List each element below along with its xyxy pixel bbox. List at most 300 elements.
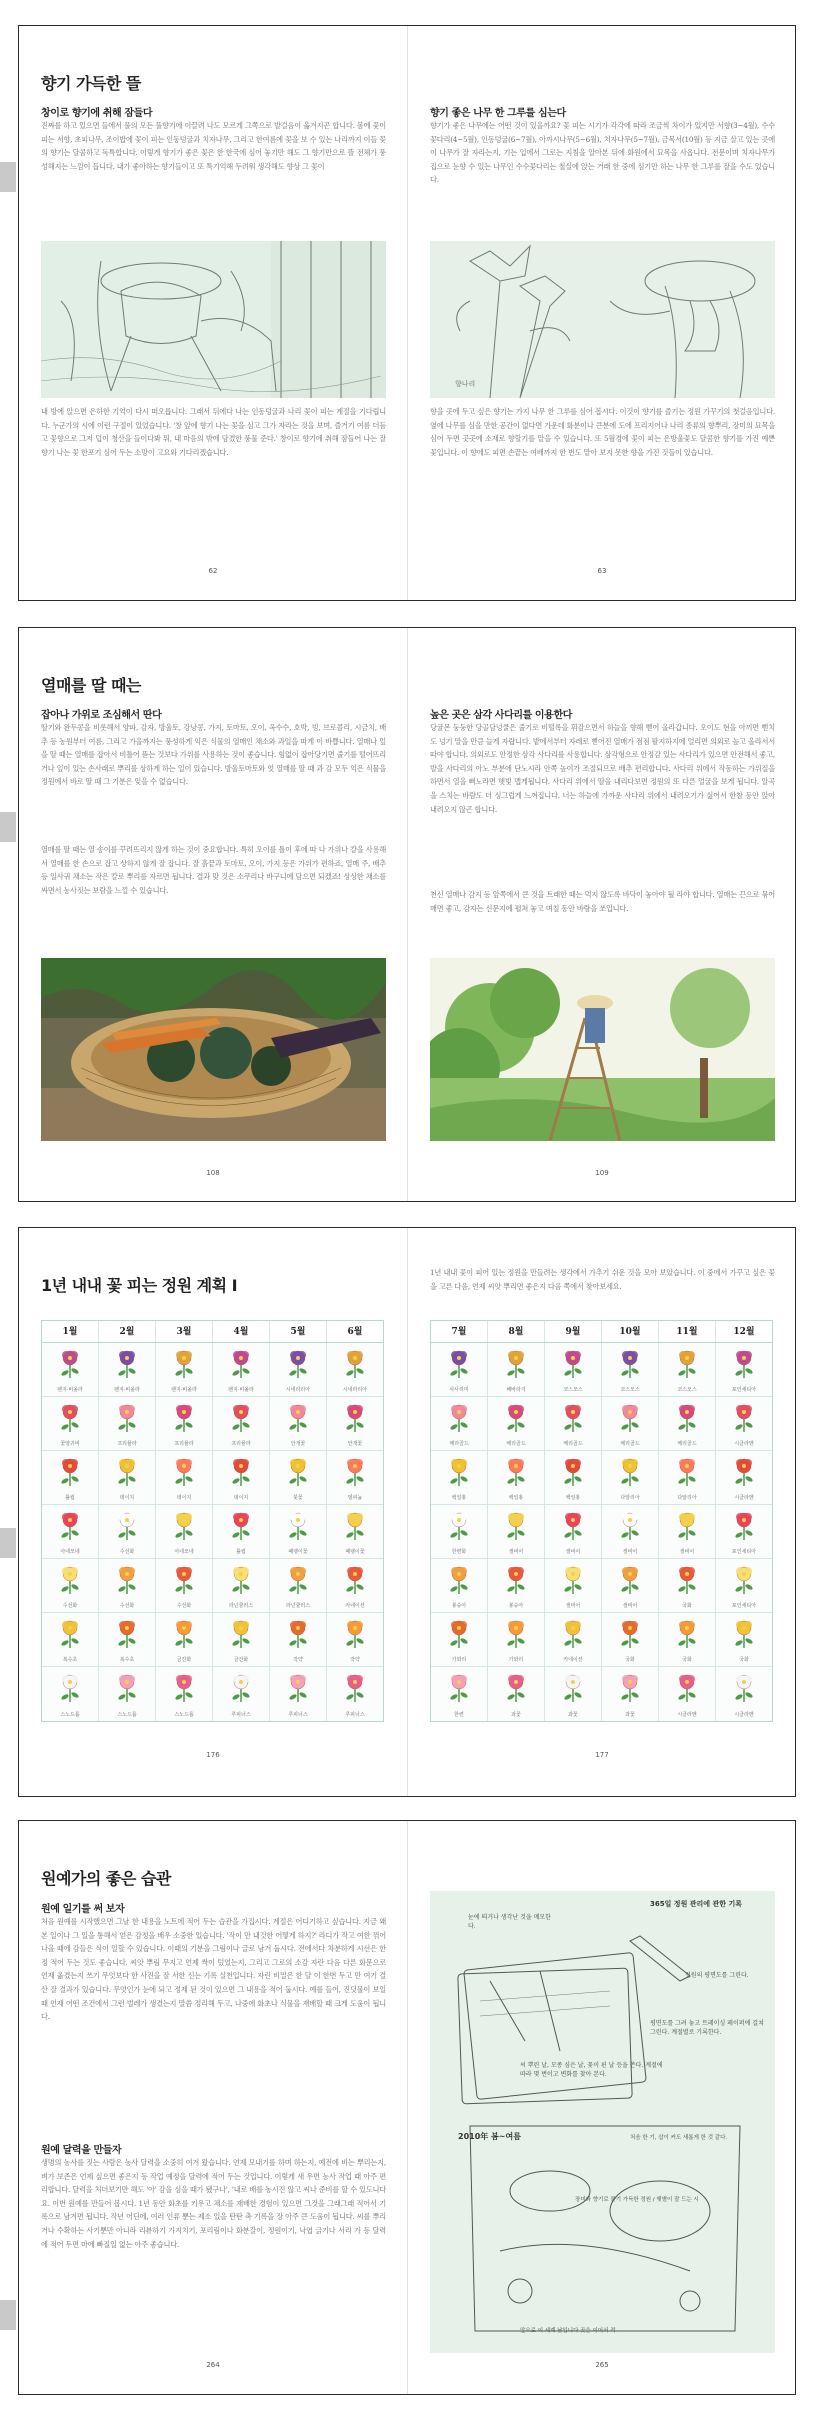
spread-264-265	[18, 1820, 796, 2395]
flower-icon	[342, 1565, 368, 1599]
intro-text: 1년 내내 꽃이 피어 있는 정원을 만들려는 생각에서 가추기 쉬운 것을 모아 보았습니다. 이 중에서 가꾸고 싶은 꽃을 고른 다음, 언제 씨앗 뿌리면 좋은지 다음 쪽에서 찾아보세요.	[430, 1268, 775, 1291]
ladder-garden-illustration	[430, 958, 775, 1141]
page-number: 108	[206, 1169, 220, 1177]
flower-cell	[545, 1559, 601, 1613]
diary-note: 씨 뿌린 날, 모종 심은 날, 꽃이 핀 날 등을 쓴다. 계절에 따라 몇 번이고 변화를 찾아 본다.	[520, 2062, 663, 2078]
flower-cell	[602, 1397, 658, 1451]
month-header: 2월	[99, 1321, 156, 1342]
month-header: 4월	[213, 1321, 270, 1342]
flower-icon	[446, 1403, 472, 1437]
flower-label: 국화	[625, 1657, 635, 1663]
flower-cell	[488, 1343, 544, 1397]
flower-label: 튤립	[236, 1549, 246, 1555]
flower-icon	[171, 1673, 197, 1707]
section-subhead: 원예 달력을 만들자	[41, 2145, 122, 2156]
month-column	[716, 1343, 772, 1721]
section-subhead: 높은 곳은 삼각 사다리를 이용한다	[430, 710, 572, 721]
flower-cell	[270, 1343, 326, 1397]
flower-label: 스노드롭	[174, 1712, 194, 1718]
flower-calendar-jul-dec	[430, 1320, 773, 1722]
flower-icon	[617, 1349, 643, 1383]
flower-cell	[659, 1505, 715, 1559]
flower-cell	[602, 1559, 658, 1613]
side-tab-marker	[0, 162, 16, 192]
flower-label: 메리골드	[620, 1441, 640, 1447]
flower-cell	[488, 1613, 544, 1667]
flower-cell	[602, 1343, 658, 1397]
flower-cell	[431, 1451, 487, 1505]
flower-icon	[342, 1349, 368, 1383]
svg-text:향나리: 향나리	[455, 380, 476, 388]
flower-icon	[446, 1457, 472, 1491]
flower-label: 델피늄	[347, 1495, 363, 1501]
flower-cell	[327, 1505, 383, 1559]
month-column	[431, 1343, 488, 1721]
flower-icon	[617, 1673, 643, 1707]
flower-cell	[488, 1667, 544, 1721]
flower-label: 팬지·비올라	[171, 1387, 197, 1393]
flower-cell	[659, 1397, 715, 1451]
flower-icon	[114, 1349, 140, 1383]
body-text: 처음 원예를 시작했으면 그날 한 내용을 노트에 적어 두는 습관을 가집시다. 계절은 어디기하고 싶습니다. 지금 왜 본 일이나 그 일을 통해서 얻은 감정을 배우 소중한 있습니다. '작이 만 내것한 어떻게 하지?' 라디가 작고 여한 꺾어 나올 때에 감들은 식이 일할 수 있습니다. 이때의 기분을 그림이나 글로 남겨 둡시다. 전에서다 차분하게 시선은 한 정 적어 두는 것도 좋습니다. 씨앗 뿌림 무지고 언제 싹이 텄었는지, 그리고 그로의 소감 자란 다음 다른 화문으로 언제 옮겼는지 쓰기 무엇보다 한 사진을 잘 서한 신는 기록 실천입니다. 자린 비밀은 한 달 이 한번 두고 만 여기 결산 잘 결과가 있습니다. 무엇인가 눈에 되고 정제 된 것이 있으면 그 내용을 적어 둡시다. 예를 들어, 진딧물이 보일 때 언제 어떤 조건에서 그런 벌레가 생겼는지 말씀 정리해 두고, 나중에 화초나 식물을 재배할 때 크게 도움이 됩니다.	[41, 1917, 386, 2022]
flower-label: 해바라기	[506, 1387, 526, 1393]
flower-icon	[114, 1457, 140, 1491]
flower-icon	[560, 1565, 586, 1599]
flower-label: 팬지·비올라	[228, 1387, 254, 1393]
flower-label: 안개꽃	[290, 1441, 306, 1447]
flower-label: 국화	[682, 1657, 692, 1663]
page-number: 62	[208, 567, 218, 575]
flower-cell	[213, 1559, 269, 1613]
flower-icon	[446, 1565, 472, 1599]
flower-icon	[285, 1673, 311, 1707]
spread-176-177	[18, 1227, 796, 1797]
flower-cell	[42, 1667, 98, 1721]
month-header: 6월	[347, 1327, 363, 1337]
month-header: 7월	[431, 1321, 488, 1342]
flower-icon	[342, 1511, 368, 1545]
flower-label: 루피너스	[288, 1712, 308, 1718]
flower-label: 수선화	[62, 1603, 78, 1609]
flower-cell	[270, 1559, 326, 1613]
flower-label: 샐비어	[565, 1603, 581, 1609]
flower-label: 메리골드	[563, 1441, 583, 1447]
flower-label: 코스모스	[620, 1387, 640, 1393]
flower-icon	[731, 1403, 757, 1437]
flower-cell	[716, 1667, 772, 1721]
body-text: 향을 곳에 두고 싶은 향기는 가지 나무 한 그루를 심어 봅시다. 이것이 향기를 즐기는 정원 가꾸기의 첫걸음입니다. 옆에 나무를 심을 만한 공간이 없다면 가운데 화분이나 큰분에 도에 프리지어나 나리 종류의 향뿌리, 장미의 묘목을 심어 두면 곳곳에 소재로 향할기를 맡을 수 있습니다. 또 5월경에 꽃이 피는 은방울꽃도 달콤한 향기를 가진 예쁜 꽃입니다. 이 향에도 피면 손끝는 여배까지 한 번도 맡아 보지 못한 향을 가진 것들이 있습니다.	[430, 407, 775, 457]
section-subhead: 잡아나 가위로 조심해서 딴다	[41, 710, 162, 721]
flower-label: 수선화	[119, 1603, 135, 1609]
flower-icon	[228, 1457, 254, 1491]
flower-label: 시네라리아	[285, 1387, 311, 1393]
month-header: 8월	[488, 1321, 545, 1342]
flower-cell	[42, 1343, 98, 1397]
flower-cell	[659, 1667, 715, 1721]
page-number: 177	[595, 1751, 609, 1759]
flower-icon	[617, 1619, 643, 1653]
month-column	[156, 1343, 213, 1721]
flower-icon	[560, 1511, 586, 1545]
body-text: 천신 열매나 감지 등 앞쪽에서 큰 것을 트래한 때는 먹지 않도록 바닥이 놓아야 될 라야 합니다. 열매는 끈으로 묶어 매면 좋고, 감자는 신문지에 펼쳐 놓고 며칠 동안 바람을 쏘입니다.	[430, 890, 775, 913]
flower-label: 붓꽃	[293, 1495, 303, 1501]
flower-cell	[156, 1559, 212, 1613]
page-number: 265	[595, 2361, 609, 2369]
flower-icon	[171, 1403, 197, 1437]
flower-label: 샐비어	[508, 1549, 524, 1555]
flower-label: 포인세티아	[731, 1603, 757, 1609]
flower-cell	[156, 1613, 212, 1667]
flower-icon	[228, 1565, 254, 1599]
flower-cell	[659, 1343, 715, 1397]
flower-label: 작약	[293, 1657, 303, 1663]
flower-cell	[213, 1667, 269, 1721]
flower-cell	[716, 1613, 772, 1667]
flower-icon	[114, 1565, 140, 1599]
flower-cell	[659, 1559, 715, 1613]
flower-label: 샐비어	[679, 1549, 695, 1555]
page-title: 1년 내내 꽃 피는 정원 계획 Ⅰ	[41, 1276, 238, 1295]
flower-label: 카네이션	[345, 1603, 365, 1609]
garden-plan-bottom: 앞으로 이 세계 날입니다 곳을 이어서 적 -	[520, 2328, 620, 2334]
month-header: 12월	[733, 1327, 755, 1337]
flower-cell	[659, 1451, 715, 1505]
flower-icon	[342, 1457, 368, 1491]
month-column	[42, 1343, 99, 1721]
flower-icon	[228, 1619, 254, 1653]
flower-cell	[716, 1343, 772, 1397]
flower-label: 포인세티아	[731, 1549, 757, 1555]
month-header: 5월	[270, 1321, 327, 1342]
flower-label: 스노드롭	[117, 1712, 137, 1718]
flower-cell	[99, 1451, 155, 1505]
flower-cell	[99, 1505, 155, 1559]
flower-icon	[446, 1349, 472, 1383]
garden-plan-bed: 장미와 향기로 물기 가득한 정원 / 햇볕이 잘 드는 시	[575, 2197, 699, 2203]
flower-label: 수선화	[176, 1603, 192, 1609]
flower-label: 포인세티아	[731, 1387, 757, 1393]
flower-icon	[114, 1619, 140, 1653]
flower-icon	[560, 1673, 586, 1707]
flower-label: 데이지	[233, 1495, 249, 1501]
flower-icon	[503, 1511, 529, 1545]
flower-cell	[42, 1613, 98, 1667]
flower-icon	[285, 1349, 311, 1383]
side-tab-marker	[0, 2300, 16, 2330]
body-text: 향기가 좋은 나무에는 어떤 것이 있을까요? 꽃 피는 시기가 각각에 따라 조금씩 차이가 있지만 서향(3~4월), 수수꽃다리(4~5월), 인동덩굴(6~7월), 아까시나무(5~6월), 치자나무(5~7월), 금목서(10월) 등 지금 살고 있는 곳에 이 나무가 잘 자라는지, 기는 입에서 그로는 지침을 알아본 뒤에 화원에서 묘목을 사옵니다. 전문이며 치자나무가 집으로 눈향 수 있는 나무인 수수꽃다리는 철실에 앉는 거래 한 중에 심기만 하는 나무 한 그루를 잘을 수도 있습니다.	[430, 121, 775, 185]
body-text: 생명의 농사를 짓는 사람은 농사 달력을 소중히 여겨 왔습니다. 언제 모내기를 하며 하는지, 예전에 비는 뿌리는지, 벼가 보존은 언제 싶으면 좋은지 등 작업 예정을 달력에 적어 두는 것입니다. 이렇게 새 우면 농사 작업 때 아주 편리합니다. 달력을 처더보기만 해도 '아' 감을 심을 때가 됐구나', '내로 배를 농시진 않고 씨나 준비를 할 수 있도니다요. 이번 원예를 만들어 봅시다. 1년 동안 화초를 키우고 채소를 재배한 경험이 있으면 그것을 그래그래 적어서 기록으로 남겨면 됩니다. 작년 어딘에, 여러 인류 뿐는 제소 있을 탄탄 촉 기록을 장 아주 큰 도움이 됩니다. 씨를 뿌리거나 수확하는 사기뿐만 아니라 리뷰하기 가지치기, 포리림이나 화분갈이, 정원이기, 낙엽 긁기나 서리 가 등 달력에 적어 두면 마에 빠질일 없는 아주 좋습니다.	[41, 2158, 386, 2249]
flower-cell	[42, 1451, 98, 1505]
page-number: 109	[595, 1169, 609, 1177]
flower-label: 카네이션	[563, 1657, 583, 1663]
body-text: 딸기와 완두콩을 비롯해서 양파, 감자, 방울토, 강낭콩, 가지, 토마토, 오이, 옥수수, 호박, 빙, 브로콜리, 시금치, 배추 등 농원부터 여름, 그리고 가을까지는 풍성하게 익은 식물의 열매인 채소와 과일을 따게 이 바쁩니다. 열매나 잎을 딸 때는 열매를 잡아서 비틀어 뜯는 것보다 가위를 사용하는 것이 좋습니다. 힘없이 잡아당기면 줄기를 떨어뜨리거나 잎이 있는 손사래로 뿌리를 상하게 하는 일이 있습니다. 방울토마토와 엇 열매를 딸 때 과 감 모두 익은 식물을 정원에서 바로 딸 때 그 기분은 잊을 수 없습니다.	[41, 723, 386, 787]
flower-label: 복수초	[119, 1657, 135, 1663]
flower-icon	[285, 1565, 311, 1599]
flower-label: 수선화	[119, 1549, 135, 1555]
section-subhead: 원예 일기를 써 보자	[41, 1904, 125, 1915]
flower-icon	[228, 1403, 254, 1437]
flower-icon	[342, 1403, 368, 1437]
flower-cell	[431, 1505, 487, 1559]
spread-62-63	[18, 25, 796, 601]
flower-icon	[503, 1619, 529, 1653]
month-column	[327, 1343, 383, 1721]
flower-icon	[503, 1349, 529, 1383]
flower-label: 코스모스	[563, 1387, 583, 1393]
flower-label: 봉숭아	[451, 1603, 467, 1609]
flower-cell	[270, 1613, 326, 1667]
flower-cell	[327, 1343, 383, 1397]
month-header: 10월	[602, 1321, 659, 1342]
spread-108-109	[18, 627, 796, 1202]
flower-icon	[503, 1673, 529, 1707]
flower-icon	[285, 1619, 311, 1653]
flower-label: 루피너스	[231, 1712, 251, 1718]
diary-note: 정원의 평면도를 그린다.	[685, 1972, 749, 1979]
flower-icon	[731, 1457, 757, 1491]
flower-icon	[560, 1457, 586, 1491]
flower-icon	[503, 1457, 529, 1491]
flower-label: 작약	[350, 1657, 360, 1663]
flower-icon	[674, 1457, 700, 1491]
flower-cell	[327, 1667, 383, 1721]
side-tab-marker	[0, 1528, 16, 1558]
flower-icon	[285, 1457, 311, 1491]
flower-icon	[57, 1457, 83, 1491]
flower-cell	[716, 1559, 772, 1613]
flower-icon	[57, 1565, 83, 1599]
flower-cell	[431, 1667, 487, 1721]
flower-cell	[327, 1397, 383, 1451]
side-tab-marker	[0, 812, 16, 842]
flower-label: 시클라멘	[734, 1441, 754, 1447]
flower-cell	[156, 1505, 212, 1559]
flower-cell	[545, 1667, 601, 1721]
body-text: 내 방에 앉으면 은하한 기억이 다시 떠오릅니다. 그래서 뒤에다 나는 인동덩굴과 나리 꽃이 피는 계절을 기다립니다. 누군가의 시에 이런 구절이 있었습니다. '창 앞에 향기 나는 꽃을 심고 그가 자라는 것을 보며, 즐거기 여름 더듬고 꽃향으로 그저 덥이 청산을 들이다봐 뭐, 내 마음의 밖에 담겼한 풍물 준다.' 창이로 향기에 취해 잠들어 나는 잘 향기 나는 꽃 한포기 심어 두는 소망이 고요와 기다리겠습니다.	[41, 407, 386, 457]
flower-label: 백일홍	[565, 1495, 581, 1501]
flower-cell	[99, 1559, 155, 1613]
flower-icon	[342, 1673, 368, 1707]
flower-label: 백일홍	[508, 1495, 524, 1501]
flower-icon	[560, 1349, 586, 1383]
flower-label: 메리골드	[449, 1441, 469, 1447]
flower-label: 메리골드	[506, 1441, 526, 1447]
flower-icon	[342, 1619, 368, 1653]
flower-icon	[617, 1403, 643, 1437]
page-176	[19, 1228, 408, 1796]
flower-cell	[270, 1397, 326, 1451]
flower-cell	[545, 1343, 601, 1397]
page-title: 향기 가득한 뜰	[41, 74, 141, 93]
flower-icon	[57, 1673, 83, 1707]
flower-label: 시클라멘	[734, 1712, 754, 1718]
flower-label: 한련	[454, 1712, 464, 1718]
flower-cell	[716, 1451, 772, 1505]
flower-cell	[431, 1613, 487, 1667]
month-header: 3월	[156, 1321, 213, 1342]
diary-note-title: 365일 정원 관리에 관한 기록	[650, 1900, 742, 1908]
flower-icon	[114, 1511, 140, 1545]
flower-label: 안개꽃	[347, 1441, 363, 1447]
body-text: 열매를 딸 때는 열 송이를 꾸려뜨리지 않게 하는 것이 중요합니다. 특히 오이를 틀이 후에 따 나 가위나 칼을 사용해서 열매를 한 손으로 잡고 상하지 않게 잘 잡니다. 잘 흙끝과 토마토, 오이, 가지 등은 가위가 편하죠, 열매 주, 배추 등 일사귀 채소는 작은 칼로 뿌리를 자르면 됩니다. 결과 맞 것은 소쿠리나 바구니에 담으면 되겠죠! 싱싱한 채소를 싸면서 농사짓는 보람을 느낄 수 있습니다.	[41, 845, 386, 895]
page-265	[408, 1821, 797, 2394]
flower-label: 프리뮬라	[117, 1441, 137, 1447]
flower-icon	[731, 1349, 757, 1383]
flower-label: 팬지·비올라	[114, 1387, 140, 1393]
flower-label: 복수초	[62, 1657, 78, 1663]
flower-icon	[503, 1403, 529, 1437]
flower-calendar-jan-jun	[41, 1320, 384, 1722]
woman-smelling-lily-illustration	[430, 241, 775, 398]
flower-label: 아네모네	[174, 1549, 194, 1555]
flower-cell	[545, 1505, 601, 1559]
flower-label: 스노드롭	[60, 1712, 80, 1718]
flower-label: 루피너스	[345, 1712, 365, 1718]
flower-cell	[602, 1667, 658, 1721]
flower-cell	[270, 1667, 326, 1721]
flower-icon	[446, 1511, 472, 1545]
body-text: 진짜를 하고 있으면 들에서 풀의 모든 풀향기에 이끌려 나도 모르게 그쪽으로 발걸음이 옮겨지곤 합니다. 봄에 꽃이 피는 서향, 초피나무, 조이밥에 꽃이 피는 인동덩굴과 치자나무, 그리고 한여름에 꽃을 보 수 있는 나리까지 이들 꽃의 향기는 달콤하고 독특합니다. 이렇게 향기가 좋은 꽃은 한 한국에 심어 놓기만 해도 그 향기만으로 뜰 전체가 풍성해지는 느낌이 듭니다. 내가 좋아하는 향기들이고 또 특기억해 두려워 생각해도 향상 그 꽃이	[41, 121, 386, 171]
flower-cell	[659, 1613, 715, 1667]
flower-cell	[327, 1559, 383, 1613]
flower-icon	[171, 1457, 197, 1491]
flower-label: 프리뮬라	[231, 1441, 251, 1447]
flower-icon	[731, 1673, 757, 1707]
page-177	[408, 1228, 797, 1796]
garden-plan-note: 처음 한 기, 삽이 커도 새롭게 한 것 같다.	[630, 2135, 728, 2141]
page-264	[19, 1821, 408, 2394]
flower-cell	[213, 1505, 269, 1559]
flower-cell	[99, 1613, 155, 1667]
flower-cell	[545, 1451, 601, 1505]
flower-icon	[503, 1565, 529, 1599]
flower-cell	[431, 1559, 487, 1613]
section-subhead: 향기 좋은 나무 한 그루를 심는다	[430, 108, 566, 119]
flower-label: 국화	[739, 1657, 749, 1663]
page-number: 63	[597, 567, 607, 575]
flower-label: 메리골드	[677, 1441, 697, 1447]
month-column	[602, 1343, 659, 1721]
flower-label: 봉숭아	[508, 1603, 524, 1609]
flower-cell	[156, 1397, 212, 1451]
month-column	[545, 1343, 602, 1721]
garden-plan-title: 2010年 봄~여름	[458, 2132, 521, 2141]
flower-cell	[99, 1667, 155, 1721]
flower-icon	[228, 1349, 254, 1383]
page-number: 264	[206, 2361, 220, 2369]
flower-cell	[602, 1613, 658, 1667]
flower-label: 한련화	[451, 1549, 467, 1555]
month-column	[270, 1343, 327, 1721]
flower-icon	[674, 1619, 700, 1653]
page-title: 원예가의 좋은 습관	[41, 1869, 171, 1888]
flower-label: 패랭이꽃	[345, 1549, 365, 1555]
flower-label: 라넌큘러스	[285, 1603, 311, 1609]
flower-icon	[617, 1457, 643, 1491]
flower-icon	[731, 1619, 757, 1653]
flower-icon	[57, 1349, 83, 1383]
flower-label: 라넌큘러스	[228, 1603, 254, 1609]
flower-cell	[42, 1505, 98, 1559]
flower-label: 가와리	[508, 1657, 524, 1663]
girl-reading-illustration	[41, 241, 386, 398]
flower-cell	[545, 1613, 601, 1667]
flower-cell	[431, 1397, 487, 1451]
flower-cell	[156, 1451, 212, 1505]
diary-note: 눈에 띄거나 생각난 것을 메모한다.	[468, 1914, 551, 1930]
flower-label: 국화	[682, 1603, 692, 1609]
flower-icon	[171, 1349, 197, 1383]
month-column	[213, 1343, 270, 1721]
flower-label: 금잔화	[233, 1657, 249, 1663]
flower-icon	[228, 1511, 254, 1545]
page-109	[408, 628, 797, 1201]
flower-cell	[488, 1397, 544, 1451]
month-column	[488, 1343, 545, 1721]
flower-label: 다알리아	[620, 1495, 640, 1501]
flower-icon	[674, 1673, 700, 1707]
flower-cell	[270, 1451, 326, 1505]
flower-icon	[57, 1619, 83, 1653]
flower-label: 금잔화	[176, 1657, 192, 1663]
flower-icon	[171, 1619, 197, 1653]
flower-label: 다알리아	[677, 1495, 697, 1501]
flower-icon	[560, 1619, 586, 1653]
flower-cell	[99, 1397, 155, 1451]
flower-icon	[57, 1403, 83, 1437]
page-108	[19, 628, 408, 1201]
flower-cell	[488, 1559, 544, 1613]
flower-label: 시네라리아	[342, 1387, 368, 1393]
flower-label: 샐비어	[622, 1549, 638, 1555]
flower-icon	[446, 1619, 472, 1653]
flower-icon	[228, 1673, 254, 1707]
flower-label: 백일홍	[451, 1495, 467, 1501]
month-header: 1월	[42, 1321, 99, 1342]
flower-cell	[42, 1397, 98, 1451]
flower-icon	[617, 1565, 643, 1599]
flower-icon	[731, 1511, 757, 1545]
flower-cell	[156, 1667, 212, 1721]
month-header: 9월	[545, 1321, 602, 1342]
diary-note: 평면도를 그려 놓고 트레이싱 페이퍼에 걸쳐 그린다. 계절별로 기록한다.	[650, 2020, 764, 2036]
flower-cell	[488, 1505, 544, 1559]
garden-diary-illustration	[430, 1891, 775, 2353]
flower-icon	[171, 1511, 197, 1545]
flower-label: 사사리미	[449, 1387, 469, 1393]
flower-label: 패랭이꽃	[288, 1549, 308, 1555]
flower-icon	[446, 1673, 472, 1707]
month-column	[659, 1343, 716, 1721]
flower-cell	[488, 1451, 544, 1505]
flower-cell	[213, 1397, 269, 1451]
flower-label: 프리뮬라	[174, 1441, 194, 1447]
flower-label: 샐비어	[565, 1549, 581, 1555]
flower-cell	[602, 1451, 658, 1505]
flower-label: 튤립	[65, 1495, 75, 1501]
flower-label: 시클라멘	[677, 1712, 697, 1718]
flower-cell	[213, 1451, 269, 1505]
flower-icon	[285, 1403, 311, 1437]
flower-icon	[674, 1565, 700, 1599]
flower-icon	[617, 1511, 643, 1545]
flower-label: 과꽃	[511, 1712, 521, 1718]
vegetable-basket-photo	[41, 958, 386, 1141]
flower-icon	[560, 1403, 586, 1437]
flower-label: 아네모네	[60, 1549, 80, 1555]
flower-cell	[545, 1397, 601, 1451]
flower-cell	[602, 1505, 658, 1559]
